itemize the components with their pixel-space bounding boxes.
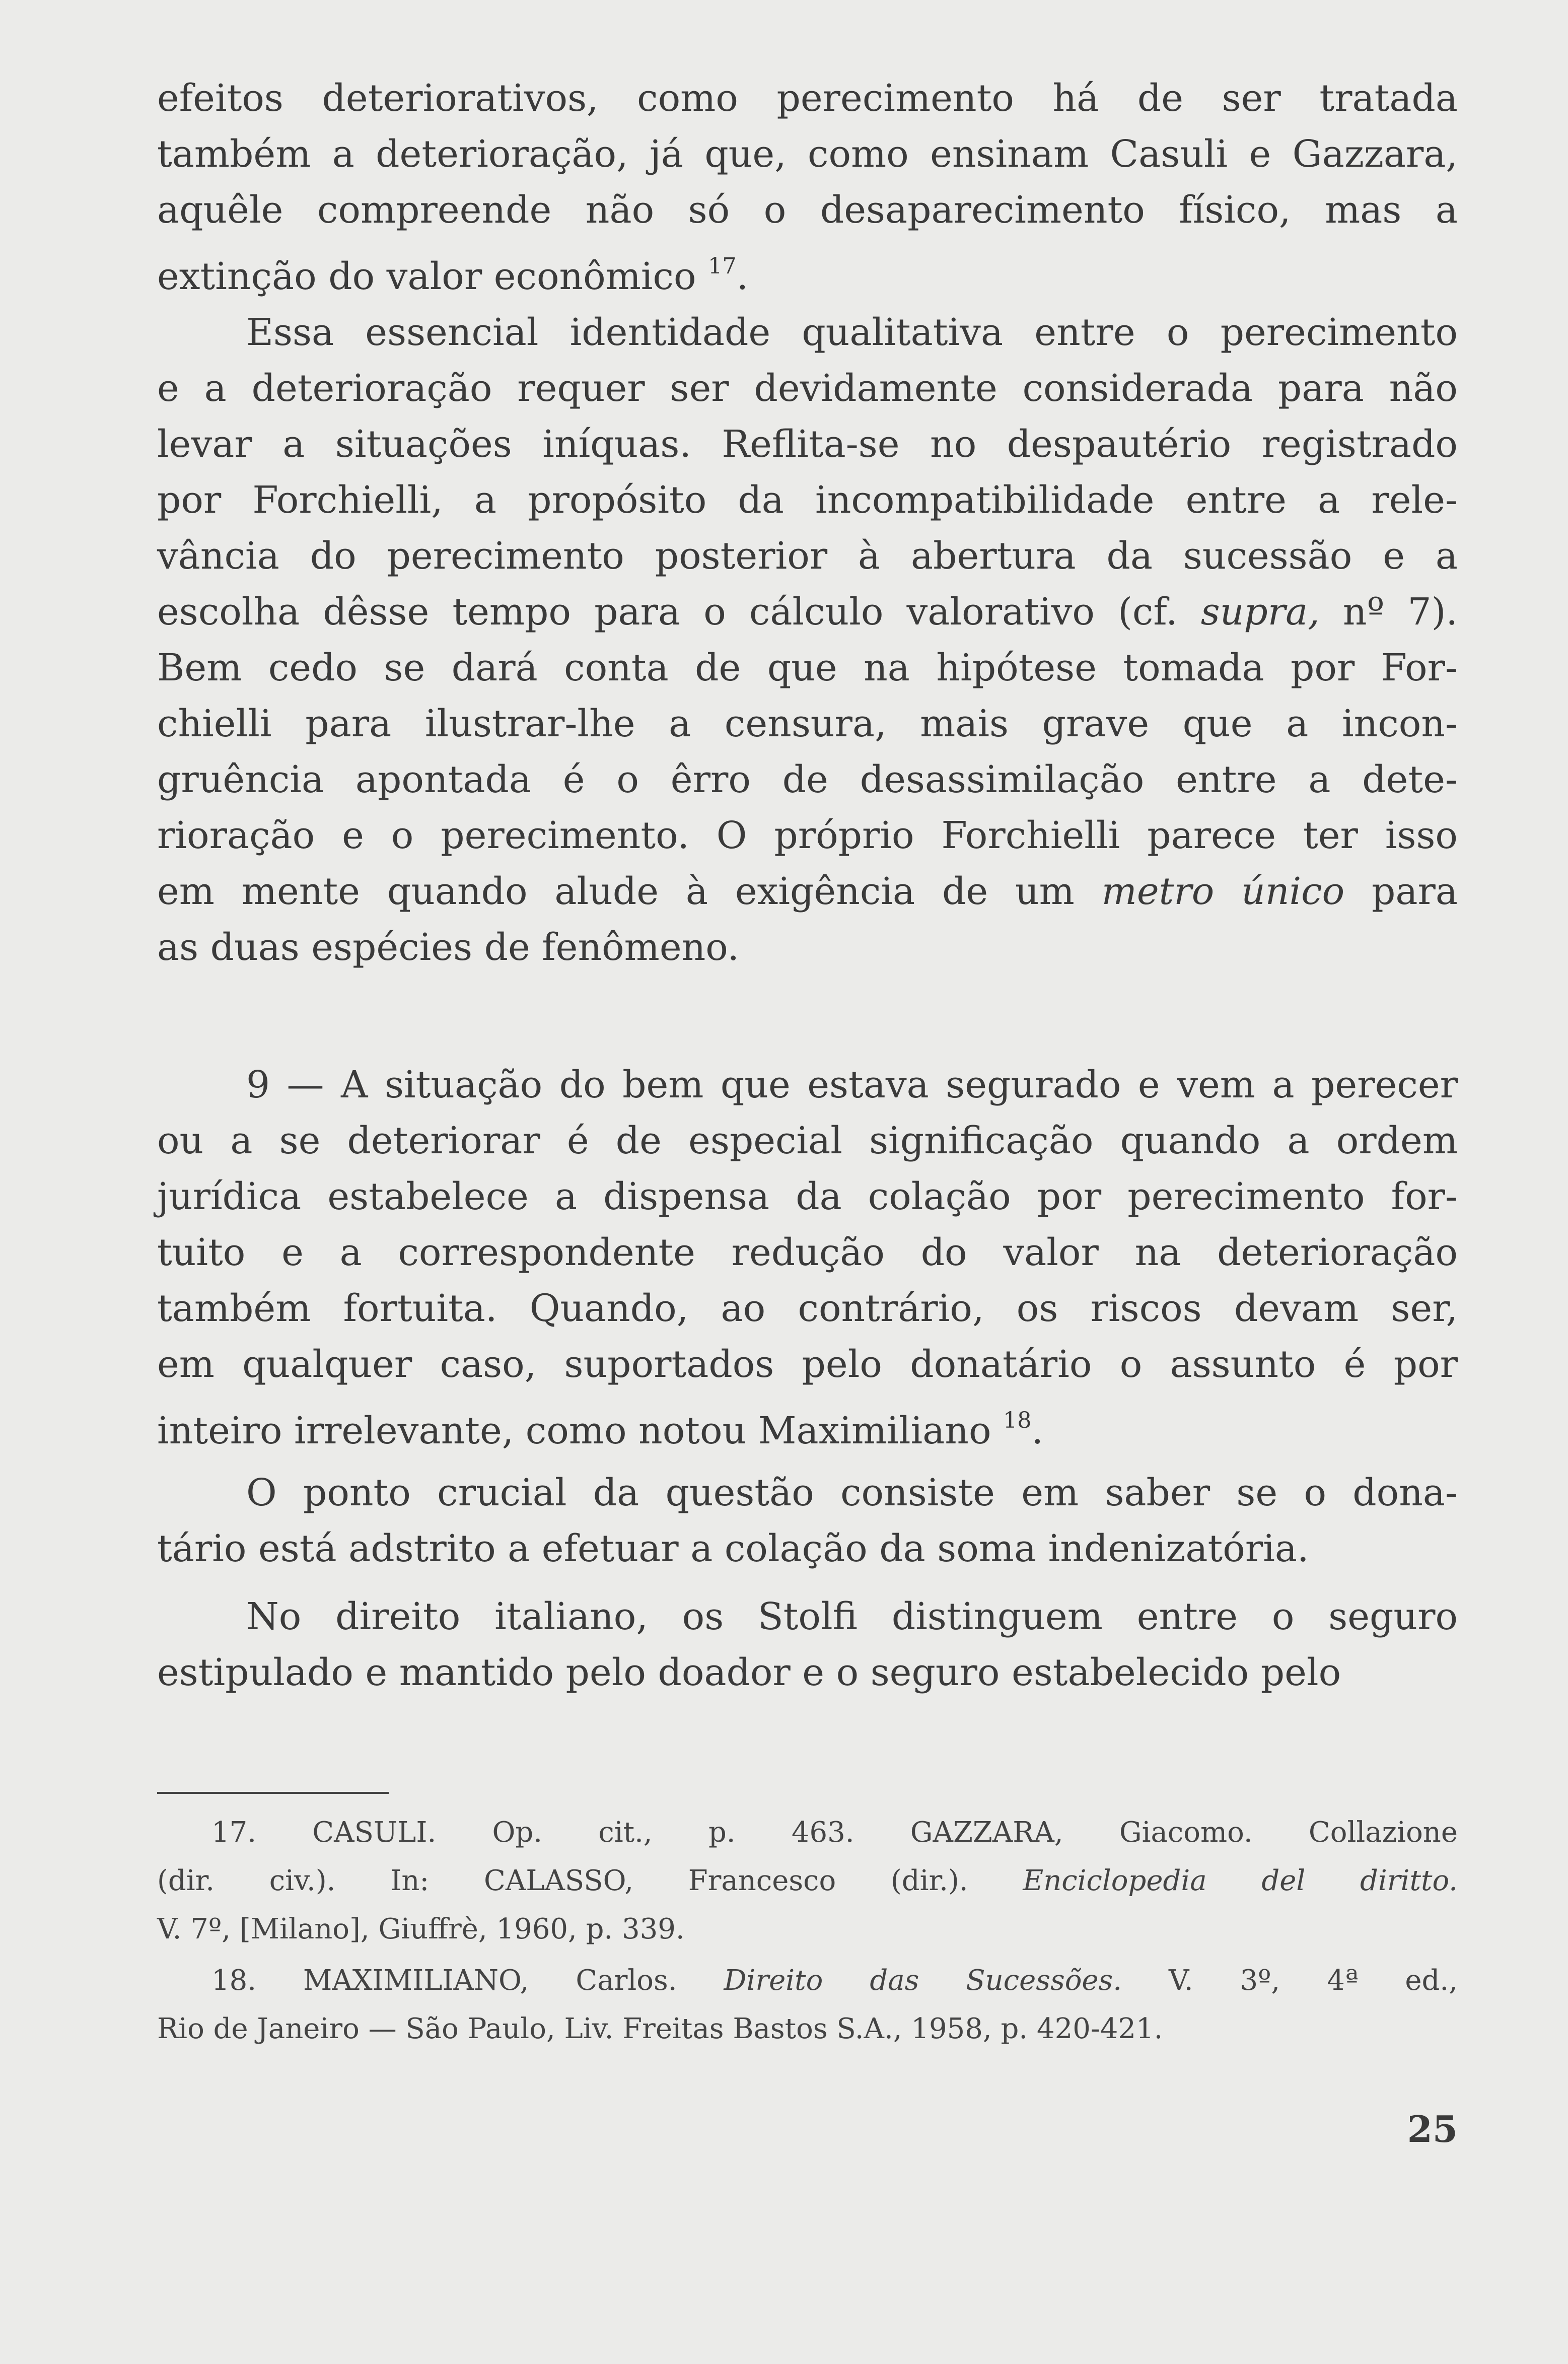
footnote-reference: 18 [1003, 1408, 1032, 1433]
text-segment: gruência apontada é o êrro de desassimilação entre a dete- [157, 758, 1458, 801]
text-segment: vância do perecimento posterior à abertura da sucessão e a [157, 534, 1458, 578]
text-segment: Rio de Janeiro — São Paulo, Liv. Freitas Bastos S.A., 1958, p. 420-421. [157, 2012, 1163, 2045]
text-line [157, 238, 1458, 299]
text-line [157, 1589, 1458, 1645]
text-segment: tário está adstrito a efetuar a colação da soma indenizatória. [157, 1527, 1309, 1570]
text-segment: Bem cedo se dará conta de que na hipótese tomada por For- [157, 646, 1458, 689]
text-segment: (dir. civ.). In: CALASSO, Francesco (dir.). [157, 1864, 1023, 1897]
text-line [157, 1857, 1458, 1905]
text-segment: também a deterioração, já que, como ensinam Casuli e Gazzara, [157, 132, 1458, 176]
text-segment: também fortuita. Quando, ao contrário, os riscos devam ser, [157, 1287, 1458, 1330]
text-line [157, 752, 1458, 808]
text-line [157, 71, 1458, 126]
page-number: 25 [1407, 2108, 1458, 2150]
text-line [157, 808, 1458, 864]
text-segment: em mente quando alude à exigência de um [157, 870, 1102, 913]
italic-text: supra, [1200, 590, 1320, 634]
text-line [157, 1957, 1458, 2005]
text-segment: O ponto crucial da questão consiste em saber se o dona- [246, 1471, 1458, 1514]
text-segment: por Forchielli, a propósito da incompatibilidade entre a rele- [157, 478, 1458, 522]
paragraph-5 [157, 1589, 1458, 1701]
text-segment: No direito italiano, os Stolfi distinguem entre o seguro [246, 1595, 1458, 1638]
footnote-reference: 17 [708, 253, 737, 279]
text-segment: 9 — A situação do bem que estava segurado e vem a perecer [246, 1063, 1458, 1106]
text-segment: V. 7º, [Milano], Giuffrè, 1960, p. 339. [157, 1913, 685, 1945]
paragraph-2 [157, 305, 1458, 976]
text-line [157, 696, 1458, 752]
footnote-17 [157, 1809, 1458, 1954]
text-line [157, 920, 1458, 976]
text-line [157, 416, 1458, 472]
footnote-divider [157, 1792, 389, 1794]
text-segment: extinção do valor econômico [157, 255, 708, 299]
text-segment: levar a situações iníquas. Reflita-se no despautério registrado [157, 423, 1458, 466]
paragraph-1 [157, 71, 1458, 299]
text-segment: estipulado e mantido pelo doador e o seguro estabelecido pelo [157, 1651, 1341, 1694]
text-line [157, 1905, 1458, 1954]
text-segment: jurídica estabelece a dispensa da colação por perecimento for- [157, 1175, 1458, 1218]
text-line [157, 1113, 1458, 1169]
text-segment: V. 3º, 4ª ed., [1122, 1964, 1458, 1997]
text-line [157, 1521, 1458, 1577]
paragraph-4 [157, 1465, 1458, 1577]
text-line [157, 182, 1458, 238]
text-segment: tuito e a correspondente redução do valor na deterioração [157, 1231, 1458, 1274]
text-segment: chielli para ilustrar-lhe a censura, mais grave que a incon- [157, 702, 1458, 745]
text-line [157, 126, 1458, 182]
footnote-18 [157, 1957, 1458, 2053]
text-segment: em qualquer caso, suportados pelo donatário o assunto é por [157, 1343, 1458, 1386]
text-line [157, 1645, 1458, 1701]
text-line [157, 2005, 1458, 2053]
text-line [157, 1465, 1458, 1521]
text-line [157, 305, 1458, 361]
text-line [157, 640, 1458, 696]
text-line [157, 1057, 1458, 1113]
text-line [157, 1169, 1458, 1225]
text-line [157, 361, 1458, 416]
text-line [157, 584, 1458, 640]
text-segment: as duas espécies de fenômeno. [157, 926, 740, 969]
italic-text: Direito das Sucessões. [724, 1964, 1122, 1997]
italic-text: Enciclopedia del diritto. [1023, 1864, 1458, 1897]
text-segment: Essa essencial identidade qualitativa entre o perecimento [246, 311, 1458, 354]
text-segment: ou a se deteriorar é de especial significação quando a ordem [157, 1119, 1458, 1162]
text-segment: rioração e o perecimento. O próprio Forchielli parece ter isso [157, 814, 1458, 857]
text-line [157, 1809, 1458, 1857]
text-segment: . [736, 255, 749, 299]
text-segment: 17. CASULI. Op. cit., p. 463. GAZZARA, Giacomo. Collazione [211, 1816, 1458, 1849]
text-line [157, 1393, 1458, 1453]
text-segment: nº 7). [1319, 590, 1458, 634]
section-9-paragraph [157, 1057, 1458, 1453]
text-segment: aquêle compreende não só o desaparecimento físico, mas a [157, 188, 1458, 232]
text-segment: . [1031, 1409, 1044, 1453]
text-segment: para [1344, 870, 1458, 913]
text-line [157, 1281, 1458, 1337]
italic-text: metro único [1101, 870, 1345, 913]
text-segment: efeitos deteriorativos, como perecimento há de ser tratada [157, 77, 1458, 120]
text-line [157, 1337, 1458, 1393]
text-segment: e a deterioração requer ser devidamente considerada para não [157, 367, 1458, 410]
text-segment: inteiro irrelevante, como notou Maximiliano [157, 1409, 1004, 1453]
text-line [157, 528, 1458, 584]
text-line [157, 864, 1458, 920]
text-line [157, 1225, 1458, 1281]
text-segment: escolha dêsse tempo para o cálculo valorativo (cf. [157, 590, 1201, 634]
text-segment: 18. MAXIMILIANO, Carlos. [211, 1964, 724, 1997]
text-line [157, 472, 1458, 528]
